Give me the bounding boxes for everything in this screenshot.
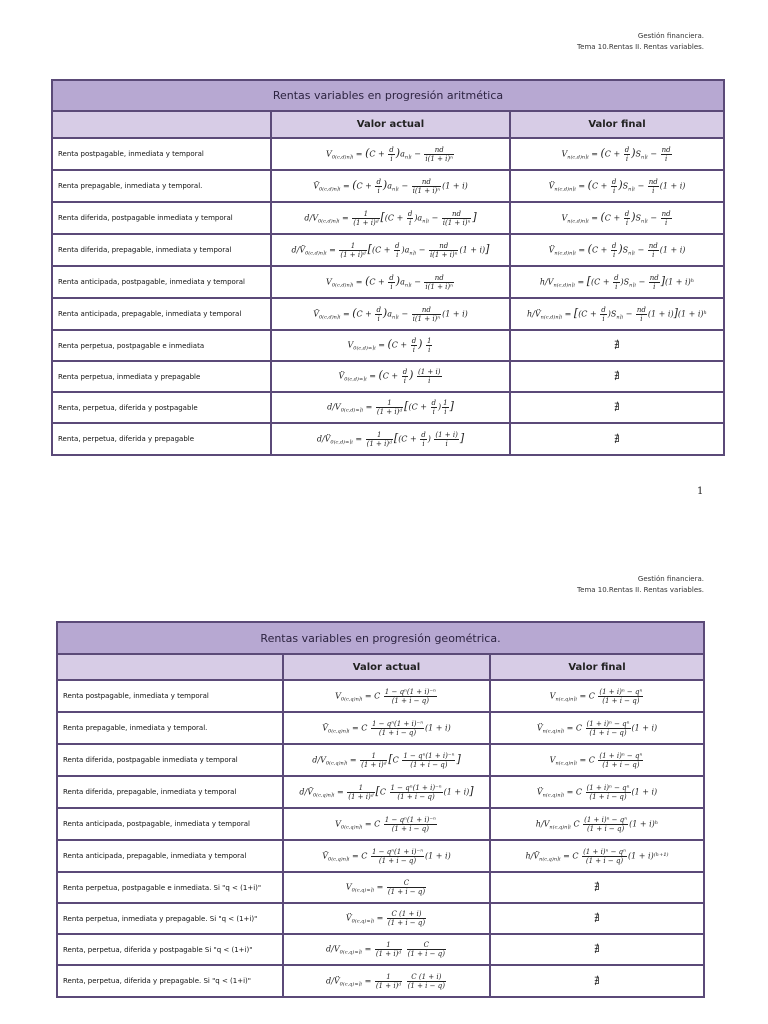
formula-present-value: $V̈_{0(c,q)n⌉i} = C$ $\frac{\text{1 − qⁿ(1 + i)⁻ⁿ}}{(1 + i - q)}$ (1 + i) [283, 712, 490, 744]
formula-final-value [510, 361, 724, 392]
formula-present-value: $d/V̈_{0(c,d)\infty⌉i}$ = $\frac{1}{\text{(1 + i)ᵈ}}$ [(C + $\frac{d}{i}$ ) $\frac{(1 + i)}{i}$ ] [271, 423, 510, 455]
table-row [52, 234, 724, 266]
page1-header-topic: Tema 10.Rentas II. Rentas variables. [577, 43, 704, 51]
not-exists-symbol: ∄ [614, 402, 620, 413]
formula-final-value: $V_{n(c,d)n⌉i} = (C$ + $\frac{d}{i}$ )$S_{n⌉i}$ − $\frac{nd}{i}$ [510, 138, 724, 170]
formula-present-value: $V_{0(c,d)n⌉i} = (C$ + $\frac{d}{i}$ )$a_{n⌉i}$ − $\frac{nd}{\text{i(1 + i)ⁿ}}$ [271, 138, 510, 170]
table-row [52, 361, 724, 392]
geometric-rents-table [56, 621, 705, 998]
row-label: Renta postpagable, inmediata y temporal [52, 138, 271, 170]
table-row [57, 680, 704, 712]
page1-header [577, 31, 704, 53]
formula-present-value: $V_{0(c,d)\infty⌉i} = (C$ + $\frac{d}{i}$ ) $\frac{1}{i}$ [271, 330, 510, 361]
formula-present-value: $V̈_{0(c,d)\infty⌉i} = (C$ + $\frac{d}{i}$ ) $\frac{(1 + i)}{i}$ [271, 361, 510, 392]
formula-final-value: $h/V_{n(c,q)n⌉i}$ C $\frac{\text{(1 + i)ⁿ − qⁿ}}{(1 + i - q)}$ (1 + i)ʰ [490, 808, 704, 840]
formula-final-value: $h/V̈_{n(c,q)n⌉i} = C$ $\frac{\text{(1 + i)ⁿ − qⁿ}}{(1 + i - q)}$ (1 + i)⁽ʰ⁺¹⁾ [490, 840, 704, 872]
formula-final-value [490, 934, 704, 965]
formula-present-value: $d/V_{0(c,d)n⌉i}$ = $\frac{1}{\text{(1 + i)ᵈ}}$ [(C + $\frac{d}{i}$ )$a_{n⌉i}$ − $\frac{nd}{\text{i(1 + i)ⁿ}}$ ] [271, 202, 510, 234]
row-label: Renta, perpetua, diferida y prepagable. Si "q < (1+i)" [57, 965, 283, 997]
row-label: Renta prepagable, inmediata y temporal. [52, 170, 271, 202]
formula-present-value: $V_{0(c,q)n⌉i} = C$ $\frac{\text{1 − qⁿ(1 + i)⁻ⁿ}}{(1 + i - q)}$ [283, 680, 490, 712]
formula-present-value: $d/V_{0(c,q)\infty⌉i}$ = $\frac{1}{\text{(1 + i)ᵈ}}$ $\frac{C}{(1 + i - q)}$ [283, 934, 490, 965]
header-blank [57, 654, 283, 680]
table-row [52, 330, 724, 361]
not-exists-symbol: ∄ [614, 340, 620, 351]
col-header-present-value: Valor actual [271, 111, 510, 138]
formula-final-value [490, 872, 704, 903]
formula-final-value: $V̈_{n(c,d)n⌉i} = (C$ + $\frac{d}{i}$ )$S_{n⌉i}$ − $\frac{nd}{i}$ (1 + i) [510, 170, 724, 202]
not-exists-symbol: ∄ [594, 944, 600, 955]
row-label: Renta diferida, prepagable, inmediata y temporal [57, 776, 283, 808]
formula-final-value [510, 330, 724, 361]
row-label: Renta prepagable, inmediata y temporal. [57, 712, 283, 744]
page-number: 1 [697, 486, 704, 497]
page2-header-subject: Gestión financiera. [637, 575, 704, 583]
table-row [57, 808, 704, 840]
formula-final-value: $h/V̈_{n(c,d)n⌉i} = [(C$ + $\frac{d}{i}$ )$S_{n⌉i}$ − $\frac{nd}{i}$ (1 + i)](1 + i)ʰ [510, 298, 724, 330]
formula-present-value: $V_{0(c,q)\infty⌉i}$ = $\frac{C}{(1 + i - q)}$ [283, 872, 490, 903]
formula-final-value [510, 392, 724, 423]
table-row [52, 202, 724, 234]
row-label: Renta anticipada, prepagable, inmediata y temporal [57, 840, 283, 872]
not-exists-symbol: ∄ [614, 433, 620, 445]
formula-present-value: $V_{0(c,d)n⌉i} = (C$ + $\frac{d}{i}$ )$a_{n⌉i}$ − $\frac{nd}{\text{i(1 + i)ⁿ}}$ [271, 266, 510, 298]
formula-final-value [510, 423, 724, 455]
table-row [52, 298, 724, 330]
page2-header [577, 574, 704, 596]
formula-present-value: $V̈_{0(c,d)n⌉i} = (C$ + $\frac{d}{i}$ )$a_{n⌉i}$ − $\frac{nd}{\text{i(1 + i)ⁿ}}$ (1 + i) [271, 298, 510, 330]
formula-present-value: $V̈_{0(c,q)n⌉i} = C$ $\frac{\text{1 − qⁿ(1 + i)⁻ⁿ}}{(1 + i - q)}$ (1 + i) [283, 840, 490, 872]
table-title: Rentas variables en progresión geométrica. [57, 622, 704, 654]
row-label: Renta, perpetua, diferida y postpagable [52, 392, 271, 423]
formula-final-value: $h/V_{n(c,d)n⌉i} = [(C$ + $\frac{d}{i}$ )$S_{n⌉i}$ − $\frac{nd}{i}$ ](1 + i)ʰ [510, 266, 724, 298]
formula-final-value [490, 965, 704, 997]
formula-present-value: $V̈_{0(c,d)n⌉i} = (C$ + $\frac{d}{i}$ )$a_{n⌉i}$ − $\frac{nd}{\text{i(1 + i)ⁿ}}$ (1 + i) [271, 170, 510, 202]
formula-final-value: $V̈_{n(c,q)n⌉i} = C$ $\frac{\text{(1 + i)ⁿ − qⁿ}}{(1 + i - q)}$ (1 + i) [490, 776, 704, 808]
page1-header-subject: Gestión financiera. [637, 32, 704, 40]
formula-present-value: $V_{0(c,q)n⌉i} = C$ $\frac{\text{1 − qⁿ(1 + i)⁻ⁿ}}{(1 + i - q)}$ [283, 808, 490, 840]
row-label: Renta, perpetua, diferida y postpagable Si "q < (1+i)" [57, 934, 283, 965]
col-header-present-value: Valor actual [283, 654, 490, 680]
page2-header-topic: Tema 10.Rentas II. Rentas variables. [577, 586, 704, 594]
formula-final-value: $V_{n(c,q)n⌉i} = C$ $\frac{\text{(1 + i)ⁿ − qⁿ}}{(1 + i - q)}$ [490, 744, 704, 776]
formula-present-value: $d/V̈_{0(c,q)\infty⌉i}$ = $\frac{1}{\text{(1 + i)ᵈ}}$ $\frac{C (1 + i)}{(1 + i - q)}$ [283, 965, 490, 997]
row-label: Renta anticipada, prepagable, inmediata y temporal [52, 298, 271, 330]
col-header-final-value: Valor final [490, 654, 704, 680]
row-label: Renta diferida, postpagable inmediata y temporal [52, 202, 271, 234]
row-label: Renta diferida, postpagable inmediata y temporal [57, 744, 283, 776]
formula-present-value: $d/V_{0(c,d)\infty⌉i}$ = $\frac{1}{\text{(1 + i)ᵈ}}$ [(C + $\frac{d}{i}$ ) $\frac{1}{i}$ ] [271, 392, 510, 423]
row-label: Renta diferida, prepagable, inmediata y temporal [52, 234, 271, 266]
row-label: Renta anticipada, postpagable, inmediata y temporal [52, 266, 271, 298]
table-row [52, 266, 724, 298]
header-blank [52, 111, 271, 138]
table-row [57, 934, 704, 965]
row-label: Renta postpagable, inmediata y temporal [57, 680, 283, 712]
row-label: Renta anticipada, postpagable, inmediata y temporal [57, 808, 283, 840]
row-label: Renta perpetua, postpagable e inmediata. Si "q < (1+i)" [57, 872, 283, 903]
row-label: Renta perpetua, inmediata y prepagable. Si "q < (1+i)" [57, 903, 283, 934]
formula-present-value: $d/V_{0(c,q)n⌉i}$ = $\frac{1}{\text{(1 + i)ᵈ}}$ [C $\frac{\text{1 − qⁿ(1 + i)⁻ⁿ}}{(1 + i - q)}$ ] [283, 744, 490, 776]
table-row [52, 170, 724, 202]
row-label: Renta, perpetua, diferida y prepagable [52, 423, 271, 455]
not-exists-symbol: ∄ [594, 913, 600, 924]
not-exists-symbol: ∄ [614, 371, 620, 382]
row-label: Renta perpetua, postpagable e inmediata [52, 330, 271, 361]
not-exists-symbol: ∄ [594, 975, 600, 987]
table-row [52, 423, 724, 455]
formula-final-value: $V_{n(c,d)n⌉i} = (C$ + $\frac{d}{i}$ )$S_{n⌉i}$ − $\frac{nd}{i}$ [510, 202, 724, 234]
formula-final-value: $V_{n(c,q)n⌉i} = C$ $\frac{\text{(1 + i)ⁿ − qⁿ}}{(1 + i - q)}$ [490, 680, 704, 712]
table-row [52, 392, 724, 423]
table-row [57, 712, 704, 744]
formula-present-value: $d/V̈_{0(c,d)n⌉i}$ = $\frac{1}{\text{(1 + i)ᵈ}}$ [(C + $\frac{d}{i}$ )$a_{n⌉i}$ − $\frac{nd}{\text{i(1 + i)ⁿ}}$ (1 + i)] [271, 234, 510, 266]
table-row [57, 744, 704, 776]
table-row [57, 965, 704, 997]
formula-present-value: $d/V̈_{0(c,q)n⌉i}$ = $\frac{1}{\text{(1 + i)ᵈ}}$ [C $\frac{\text{1 − qⁿ(1 + i)⁻ⁿ}}{(1 + i - q)}$ (1 + i)] [283, 776, 490, 808]
col-header-final-value: Valor final [510, 111, 724, 138]
formula-present-value: $V̈_{0(c,q)\infty⌉i}$ = $\frac{C (1 + i)}{(1 + i - q)}$ [283, 903, 490, 934]
formula-final-value [490, 903, 704, 934]
not-exists-symbol: ∄ [594, 882, 600, 893]
arithmetic-rents-table [51, 79, 725, 456]
table-row [57, 776, 704, 808]
table-row [57, 872, 704, 903]
table-title: Rentas variables en progresión aritmética [52, 80, 724, 111]
table-row [57, 840, 704, 872]
formula-final-value: $V̈_{n(c,d)n⌉i} = (C$ + $\frac{d}{i}$ )$S_{n⌉i}$ − $\frac{nd}{i}$ (1 + i) [510, 234, 724, 266]
formula-final-value: $V̈_{n(c,q)n⌉i} = C$ $\frac{\text{(1 + i)ⁿ − qⁿ}}{(1 + i - q)}$ (1 + i) [490, 712, 704, 744]
table-row [52, 138, 724, 170]
table-row [57, 903, 704, 934]
row-label: Renta perpetua, inmediata y prepagable [52, 361, 271, 392]
